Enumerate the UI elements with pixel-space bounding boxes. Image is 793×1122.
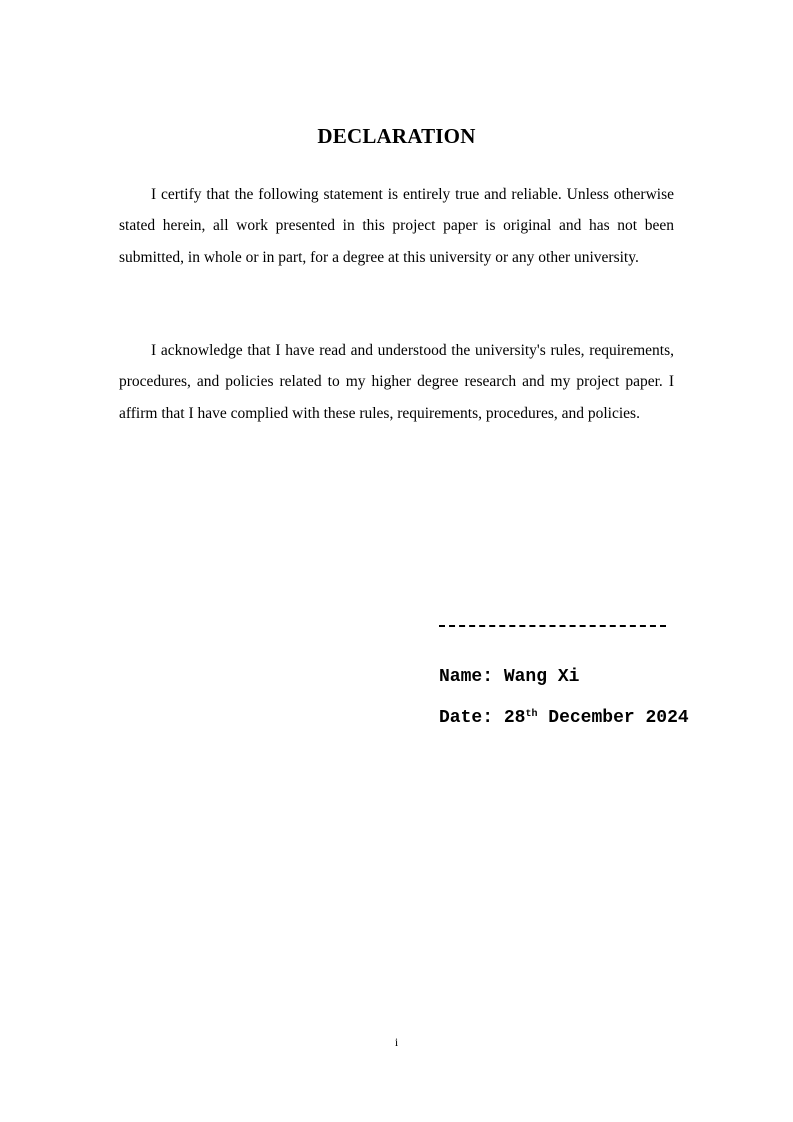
date-label: Date:	[439, 708, 494, 728]
name-field	[439, 667, 579, 687]
date-day-suffix: th	[525, 709, 538, 720]
date-field	[439, 708, 689, 728]
declaration-paragraph-certify: I certify that the following statement is entirely true and reliable. Unless otherwise stated herein, all work presented in this project paper is original and has not been submitted, in whole or in part, for a degree at this university or any other university.	[119, 186, 674, 266]
name-label: Name:	[439, 667, 494, 687]
signature-line	[439, 625, 666, 627]
name-value: Wang Xi	[503, 667, 580, 687]
declaration-paragraph-acknowledge: I acknowledge that I have read and understood the university's rules, requirements, procedures, and policies related to my higher degree research and my project paper. I affirm that I have complied with these rules, requirements, procedures, and policies.	[119, 342, 674, 422]
date-month-year: December 2024	[548, 708, 689, 728]
page-number: i	[394, 1035, 399, 1049]
page-title: DECLARATION	[317, 124, 476, 148]
date-day: 28	[503, 708, 526, 728]
